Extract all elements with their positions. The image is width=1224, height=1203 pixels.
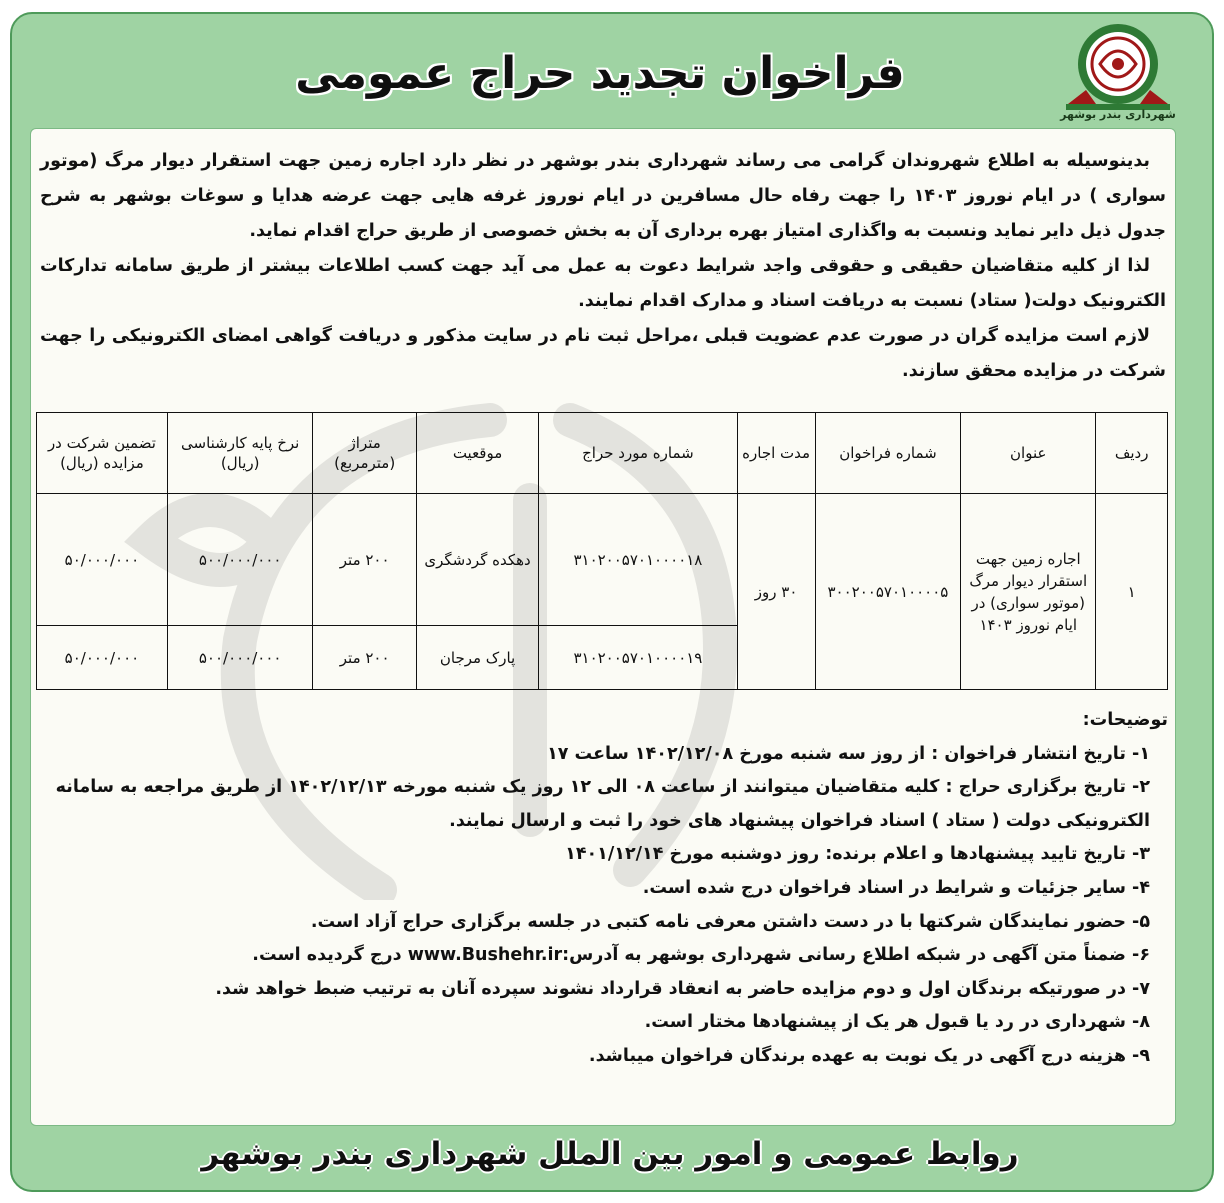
note-number: ۷- [1125,978,1150,999]
note-text: در صورتیکه برندگان اول و دوم مزایده حاضر به انعقاد قرارداد نشوند سپرده آنان به ترتیب ضبط خواهد شد. [215,978,1126,999]
note-number: ۴- [1125,877,1150,898]
intro-paragraph-2: لذا از کلیه متقاضیان حقیقی و حقوقی واجد شرایط دعوت به عمل می آید جهت کسب اطلاعات بیشتر از طریق سامانه تدارکات الکترونیک دولت( ستاد) نسبت به دریافت اسناد و مدارک اقدام نمایند. [40,256,1166,311]
note-text: سایر جزئیات و شرایط در اسناد فراخوان درج شده است. [642,877,1126,898]
page-title: فراخوان تجدید حراج عمومی [295,48,905,99]
cell-metraj: ۲۰۰ متر [313,494,416,626]
cell-tazmin: ۵۰/۰۰۰/۰۰۰ [37,626,168,690]
note-item [40,973,1168,1007]
note-number: ۱- [1125,743,1150,764]
header-tazmin: تضمین شرکت در مزایده (ریال) [37,413,168,494]
header-mogheiat: موقعیت [416,413,538,494]
cell-shomare-farakhan: ۳۰۰۲۰۰۵۷۰۱۰۰۰۰۵ [815,494,961,690]
note-text: شهرداری در رد یا قبول هر یک از پیشنهادها مختار است. [644,1012,1126,1033]
cell-onvan: اجاره زمین جهت استقرار دیوار مرگ (موتور سواری) در ایام نوروز ۱۴۰۳ [961,494,1096,690]
note-number: ۸- [1125,1012,1150,1033]
note-text: تاریخ برگزاری حراج : کلیه متقاضیان میتوانند از ساعت ۰۸ الی ۱۲ روز یک شنبه مورخه ۱۴۰۲/۱۲/۱۳ از طریق مراجعه به سامانه الکترونیکی دولت ( ستاد ) اسناد فراخوان پیشنهاد های خود را ثبت و ارسال نمایند. [55,777,1150,831]
cell-moddat: ۳۰ روز [737,494,815,690]
cell-shomare-mored: ۳۱۰۲۰۰۵۷۰۱۰۰۰۰۱۹ [539,626,737,690]
note-item [40,771,1168,838]
note-number: ۶- [1125,945,1150,966]
note-item [40,738,1168,772]
cell-radif: ۱ [1096,494,1168,690]
header-onvan: عنوان [961,413,1096,494]
note-item [40,838,1168,872]
header-moddat: مدت اجاره [737,413,815,494]
note-number: ۲- [1125,777,1150,798]
note-item [40,1040,1168,1074]
notes-heading: توضیحات: [1082,710,1168,730]
header-radif: ردیف [1096,413,1168,494]
cell-mogheiat: دهکده گردشگری [416,494,538,626]
note-item [40,1006,1168,1040]
note-number: ۵- [1125,911,1150,932]
note-text: ضمناً متن آگهی در شبکه اطلاع رسانی شهرداری بوشهر به آدرس:www.Bushehr.ir درج گردیده است. [252,945,1126,966]
logo-caption: شهرداری بندر بوشهر [1060,108,1176,121]
intro-paragraph-1: بدینوسیله به اطلاع شهروندان گرامی می رساند شهرداری بندر بوشهر در نظر دارد اجاره زمین جهت استقرار دیوار مرگ (موتور سواری ) در ایام نوروز ۱۴۰۳ را جهت رفاه حال مسافرین در ایام نوروز غرفه هایی جهت عرضه هدایا و سوغات بوشهر به شرح جدول ذیل دایر نماید ونسبت به واگذاری امتیاز بهره برداری آن به بخش خصوصی از طریق حراج اقدام نماید. [40,151,1166,241]
cell-mogheiat: پارک مرجان [416,626,538,690]
cell-tazmin: ۵۰/۰۰۰/۰۰۰ [37,494,168,626]
note-text: تاریخ انتشار فراخوان : از روز سه شنبه مورخ ۱۴۰۲/۱۲/۰۸ ساعت ۱۷ [547,743,1126,764]
note-text: حضور نمایندگان شرکتها با در دست داشتن معرفی نامه کتبی در جلسه برگزاری حراج آزاد است. [310,911,1126,932]
footer-title: روابط عمومی و امور بین الملل شهرداری بندر بوشهر [201,1136,1019,1172]
cell-metraj: ۲۰۰ متر [313,626,416,690]
note-item [40,906,1168,940]
header-shomare-mored: شماره مورد حراج [539,413,737,494]
intro-text [40,144,1166,389]
header-metraj: متراژ (مترمربع) [313,413,416,494]
cell-shomare-mored: ۳۱۰۲۰۰۵۷۰۱۰۰۰۰۱۸ [539,494,737,626]
notes-section [40,704,1168,1074]
intro-paragraph-3: لازم است مزایده گران در صورت عدم عضویت قبلی ،مراحل ثبت نام در سایت مذکور و دریافت گواهی امضای الکترونیکی را جهت شرکت در مزایده محقق سازند. [40,326,1166,381]
cell-nerkh: ۵۰۰/۰۰۰/۰۰۰ [167,494,313,626]
header-shomare-farakhan: شماره فراخوان [815,413,961,494]
note-number: ۹- [1125,1045,1150,1066]
note-item [40,939,1168,973]
table-row [37,494,1168,626]
note-text: هزینه درج آگهی در یک نوبت به عهده برندگان فراخوان میباشد. [588,1045,1126,1066]
logo-emblem-icon [1066,24,1170,110]
header-nerkh: نرخ پایه کارشناسی (ریال) [167,413,313,494]
auction-table [36,412,1168,690]
note-number: ۳- [1125,844,1150,865]
table-header-row [37,413,1168,494]
note-item [40,872,1168,906]
cell-nerkh: ۵۰۰/۰۰۰/۰۰۰ [167,626,313,690]
note-text: تاریخ تایید پیشنهادها و اعلام برنده: روز دوشنبه مورخ ۱۴۰۱/۱۲/۱۴ [565,844,1126,865]
